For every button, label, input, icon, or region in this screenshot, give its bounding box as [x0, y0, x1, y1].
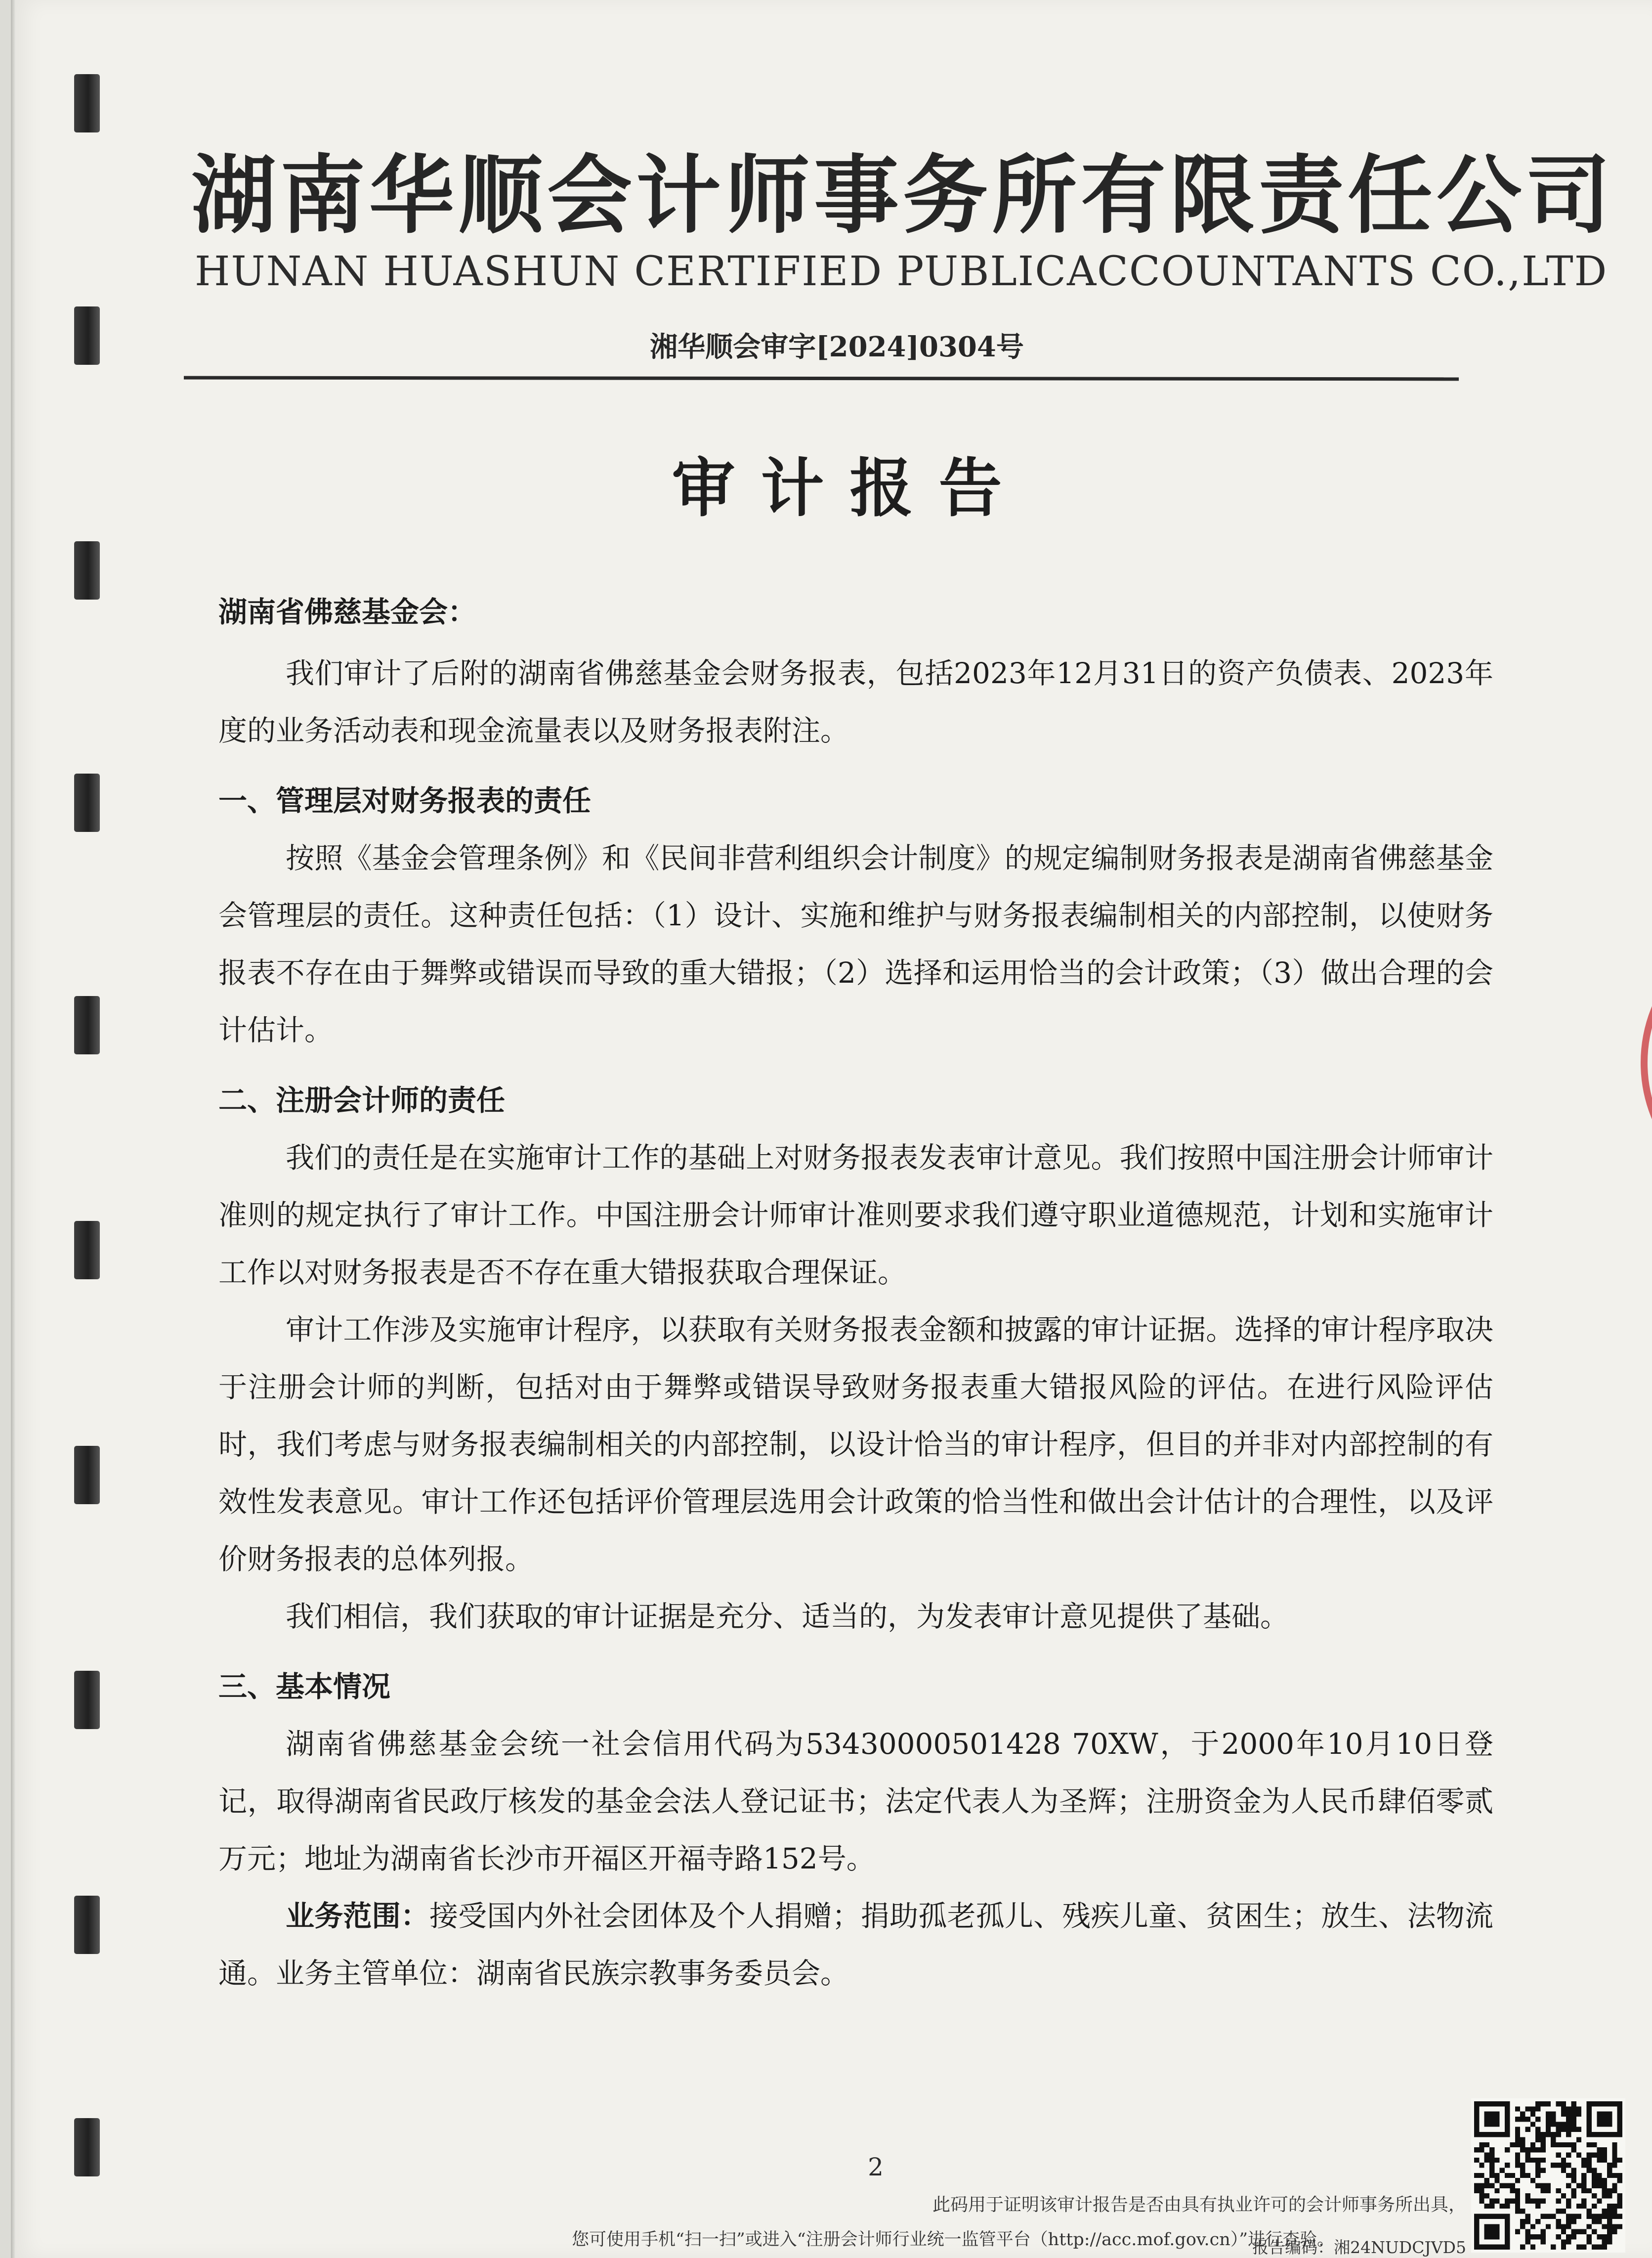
company-name-en: HUNAN HUASHUN CERTIFIED PUBLICACCOUNTANTS CO.,LTD: [195, 248, 1608, 295]
page-number: 2: [868, 2153, 884, 2181]
binding-hole: [74, 996, 100, 1054]
report-code: 报告编码：湘24NUDCJVD5: [1252, 2238, 1466, 2257]
management-responsibility-paragraph: 按照《基金会管理条例》和《民间非营利组织会计制度》的规定编制财务报表是湖南省佛慈基金会管理层的责任。这种责任包括：（1）设计、实施和维护与财务报表编制相关的内部控制，以使财务报表不存在由于舞弊或错误而导致的重大错报；（2）选择和运用恰当的会计政策；（3）做出合理的会计估计。: [218, 841, 1493, 1047]
section-heading-basic-info: 三、基本情况: [218, 1670, 391, 1703]
addressee: 湖南省佛慈基金会：: [218, 595, 477, 629]
report-body: [218, 583, 1493, 2002]
binding-hole: [74, 541, 100, 600]
document-page: [11, 0, 1652, 2258]
business-scope-label: 业务范围：: [286, 1899, 429, 1933]
binding-hole: [74, 1896, 100, 1954]
binding-hole: [74, 1671, 100, 1729]
section-heading-auditor: 二、注册会计师的责任: [218, 1084, 506, 1117]
audit-procedures-paragraph: 审计工作涉及实施审计程序，以获取有关财务报表金额和披露的审计证据。选择的审计程序取决于注册会计师的判断，包括对由于舞弊或错误导致财务报表重大错报风险的评估。在进行风险评估时，我们考虑与财务报表编制相关的内部控制，以设计恰当的审计程序，但目的并非对内部控制的有效性发表意见。审计工作还包括评价管理层选用会计政策的恰当性和做出会计估计的合理性，以及评价财务报表的总体列报。: [218, 1313, 1493, 1576]
basic-info-paragraph: 湖南省佛慈基金会统一社会信用代码为53430000501428 70XW，于2000年10月10日登记，取得湖南省民政厅核发的基金会法人登记证书；法定代表人为圣辉；注册资金为人民币肆佰零贰万元；地址为湖南省长沙市开福区开福寺路152号。: [218, 1727, 1493, 1875]
auditor-responsibility-paragraph: 我们的责任是在实施审计工作的基础上对财务报表发表审计意见。我们按照中国注册会计师审计准则的规定执行了审计工作。中国注册会计师审计准则要求我们遵守职业道德规范，计划和实施审计工作以对财务报表是否不存在重大错报获取合理保证。: [218, 1141, 1493, 1289]
business-scope-text: 接受国内外社会团体及个人捐赠；捐助孤老孤儿、残疾儿童、贫困生；放生、法物流通。业务主管单位：湖南省民族宗教事务委员会。: [218, 1899, 1493, 1990]
audit-evidence-paragraph: 我们相信，我们获取的审计证据是充分、适当的，为发表审计意见提供了基础。: [286, 1600, 1289, 1633]
scan-verification-note: 您可使用手机“扫一扫”或进入“注册会计师行业统一监管平台（http://acc.mof.gov.cn）”进行查验。: [572, 2230, 1335, 2250]
binding-hole: [74, 1221, 100, 1279]
binding-hole: [74, 74, 100, 132]
red-seal-stamp: [1624, 910, 1652, 1216]
qr-verification-note: 此码用于证明该审计报告是否由具有执业许可的会计师事务所出具，: [932, 2195, 1466, 2215]
header-divider: [184, 376, 1459, 381]
section-heading-management: 一、管理层对财务报表的责任: [218, 784, 592, 818]
business-scope-paragraph: [218, 1887, 1493, 2002]
binding-hole: [74, 774, 100, 832]
binding-hole: [74, 1446, 100, 1504]
intro-paragraph: 我们审计了后附的湖南省佛慈基金会财务报表，包括2023年12月31日的资产负债表、2023年度的业务活动表和现金流量表以及财务报表附注。: [218, 656, 1493, 747]
report-title: 审计报告: [672, 451, 1028, 525]
qr-code-icon[interactable]: [1471, 2098, 1625, 2253]
document-number: 湘华顺会审字[2024]0304号: [650, 331, 1024, 363]
company-name-cn: 湖南华顺会计师事务所有限责任公司: [191, 145, 1614, 245]
